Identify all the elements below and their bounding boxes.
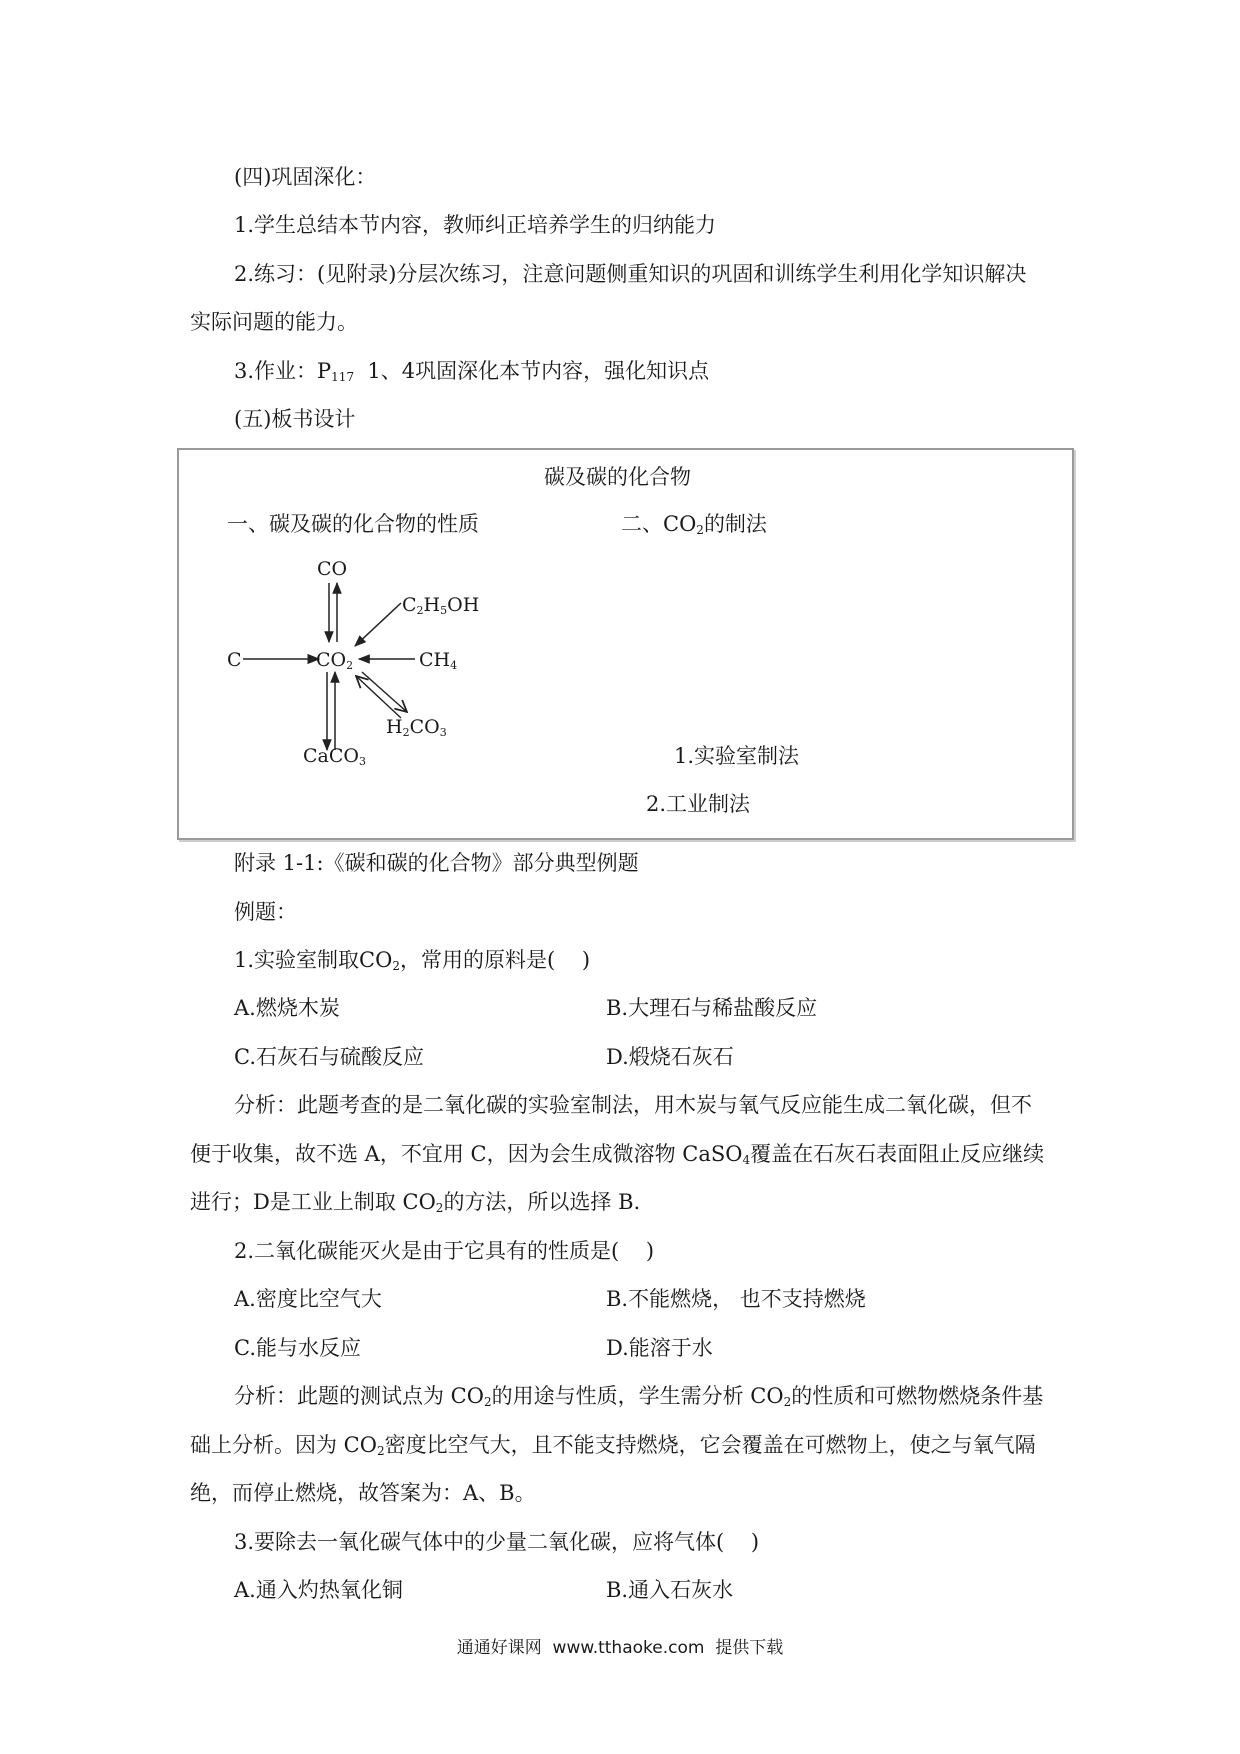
board-part2: 二、$CO_2$的制法 [621, 512, 767, 537]
q2-option-d: D.能溶于水 [606, 1336, 713, 1360]
q3-stem: 3.要除去一氧化碳气体中的少量二氧化碳，应将气体( ) [234, 1530, 760, 1554]
label-ethanol: $C_2H_5OH$ [402, 594, 480, 617]
q2-option-b: B.不能燃烧， 也不支持燃烧 [606, 1287, 866, 1311]
section4-item2-line1: 2.练习：(见附录)分层次练习，注意问题侧重知识的巩固和训练学生利用化学知识解决 [234, 262, 1027, 286]
label-c: C [227, 649, 242, 671]
board-design-box [177, 448, 1074, 840]
q2-option-a: A.密度比空气大 [234, 1287, 382, 1311]
carbon-reaction-diagram [179, 450, 1072, 838]
q3-option-a: A.通入灼热氧化铜 [234, 1578, 403, 1602]
board-method2: 2.工业制法 [646, 792, 751, 816]
q2-analysis-line3: 绝，而停止燃烧，故答案为：A、B。 [190, 1481, 536, 1505]
label-caco3: CaCO$_3$ [303, 745, 366, 768]
board-method1: 1.实验室制法 [674, 744, 800, 768]
q2-analysis-line2: 础上分析。因为 $CO_2$密度比空气大，且不能支持燃烧，它会覆盖在可燃物上，使之与氧气隔 [190, 1433, 1036, 1458]
label-co2: $CO_2$ [316, 649, 354, 672]
arrow-co2-to-carbonic [362, 672, 407, 712]
q3-option-b: B.通入石灰水 [606, 1578, 734, 1602]
footer-credit: 通通好课网 www.tthaoke.com 提供下载 [456, 1638, 784, 1658]
q1-option-a: A.燃烧木炭 [234, 996, 340, 1020]
q2-stem: 2.二氧化碳能灭火是由于它具有的性质是( ) [234, 1239, 655, 1263]
q1-option-d: D.煅烧石灰石 [606, 1045, 734, 1069]
section5-heading: (五)板书设计 [234, 407, 356, 431]
section4-item3: 3.作业：$P_{117}$ 1、4巩固深化本节内容，强化知识点 [234, 359, 710, 384]
q1-analysis-line2: 便于收集，故不选 A，不宜用 C，因为会生成微溶物 CaSO$_4$覆盖在石灰石表面阻止反应继续 [190, 1142, 1045, 1167]
q2-analysis-line1: 分析：此题的测试点为 $CO_2$的用途与性质，学生需分析 $CO_2$的性质和可燃物燃烧条件基 [234, 1384, 1044, 1409]
q1-analysis-line1: 分析：此题考查的是二氧化碳的实验室制法，用木炭与氧气反应能生成二氧化碳，但不 [234, 1093, 1032, 1117]
board-part1: 一、碳及碳的化合物的性质 [227, 512, 479, 536]
q1-option-c: C.石灰石与硫酸反应 [234, 1045, 424, 1069]
label-methane: $CH_4$ [419, 649, 458, 672]
section4-item1: 1.学生总结本节内容，教师纠正培养学生的归纳能力 [234, 213, 717, 237]
label-co: CO [317, 558, 348, 580]
examples-label: 例题： [234, 900, 297, 924]
q1-analysis-line3: 进行；D是工业上制取 $CO_2$的方法，所以选择 B. [190, 1190, 641, 1215]
arrow-ethanol-to-co2 [355, 603, 401, 646]
appendix-title: 附录 1-1:《碳和碳的化合物》部分典型例题 [234, 851, 639, 875]
q2-option-c: C.能与水反应 [234, 1336, 361, 1360]
q1-option-b: B.大理石与稀盐酸反应 [606, 996, 818, 1020]
label-carbonic-acid: $H_2CO_3$ [386, 716, 447, 739]
section4-heading: (四)巩固深化： [234, 165, 377, 189]
arrow-carbonic-to-co2 [356, 676, 401, 718]
section4-item2-line2: 实际问题的能力。 [190, 310, 358, 334]
q1-stem: 1.实验室制取$CO_2$，常用的原料是( ) [234, 948, 591, 973]
board-title: 碳及碳的化合物 [544, 465, 691, 489]
